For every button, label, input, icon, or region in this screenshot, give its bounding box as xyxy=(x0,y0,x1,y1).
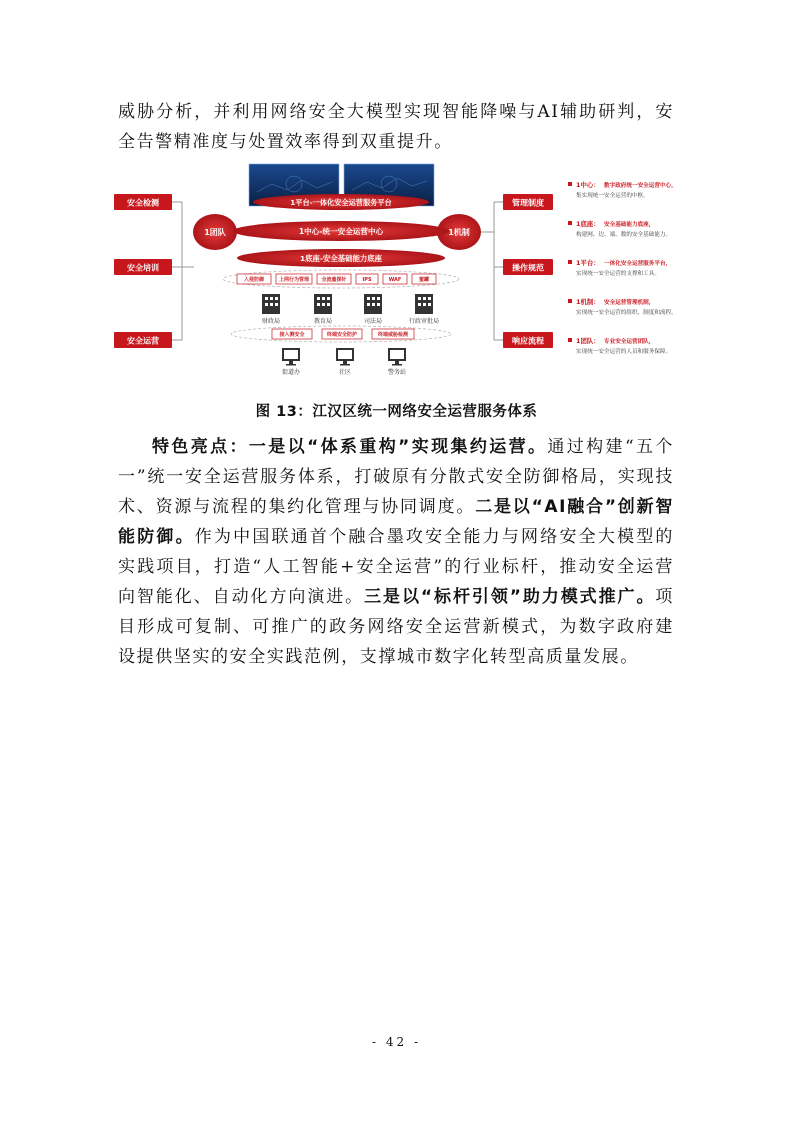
endpoint-row xyxy=(282,348,406,376)
legend-bullet xyxy=(568,338,572,342)
intro-paragraph: 威胁分析，并利用网络安全大模型实现智能降噪与AI辅助研判，安全告警精准度与处置效率得到双重提升。 xyxy=(118,102,674,152)
endpoint-label: 社区 xyxy=(338,369,352,376)
legend-desc: 实现统一安全运营的组织、制度和流程。 xyxy=(576,310,677,316)
legend-key: 数字政府统一安全运营中心， xyxy=(604,183,677,189)
left-item-1: 安全培训 xyxy=(127,263,159,273)
access-row xyxy=(272,329,414,339)
capability-row xyxy=(237,274,436,284)
body-paragraph xyxy=(118,432,674,672)
building-icon xyxy=(364,294,382,314)
access-item: 接入侧安全 xyxy=(279,332,305,338)
legend-key: 安全运营管理机制， xyxy=(604,300,655,306)
layer-foundation-label: 1底座-安全基础能力底座 xyxy=(299,254,383,263)
building-icon xyxy=(415,294,433,314)
capability-item: IPS xyxy=(362,277,372,283)
security-operation-diagram xyxy=(112,162,692,382)
legend-bullet xyxy=(568,299,572,303)
monitor-icon xyxy=(388,348,406,366)
site-row xyxy=(262,294,439,325)
building-icon xyxy=(314,294,332,314)
site-label: 财政局 xyxy=(261,318,281,325)
right-item-1: 操作规范 xyxy=(512,263,544,273)
legend-desc: 构建网、边、端、数的安全基础能力。 xyxy=(576,232,672,238)
legend-bullet xyxy=(568,182,572,186)
highlight-1: 特色亮点：一是以“体系重构”实现集约运营。 xyxy=(152,437,548,457)
left-item-2: 安全运营 xyxy=(127,336,159,346)
legend-head: 1机制： xyxy=(576,298,600,306)
access-item: 终端安全防护 xyxy=(326,332,358,338)
right-item-2: 响应流程 xyxy=(512,336,544,346)
legend-key: 一体化安全运营服务平台， xyxy=(604,261,672,267)
highlight-3-text: 项目形成可复制、可推广的政务网络安全运营新模式，为数字政府建设提供坚实的安全实践范例，支撑城市数字化转型高质量发展。 xyxy=(118,587,674,667)
endpoint-label: 街道办 xyxy=(281,369,301,376)
left-item-0: 安全检测 xyxy=(127,198,159,208)
access-item: 终端威胁检测 xyxy=(377,332,409,338)
layer-center-label: 1中心-统一安全运营中心 xyxy=(298,227,384,236)
capability-item: WAF xyxy=(388,277,402,283)
legend-head: 1中心： xyxy=(576,181,600,189)
right-item-0: 管理制度 xyxy=(512,198,544,208)
legend-key: 安全基础能力底座， xyxy=(604,222,655,228)
legend-bullet xyxy=(568,260,572,264)
building-icon xyxy=(262,294,280,314)
legend-head: 1平台： xyxy=(576,259,600,267)
site-label: 教育局 xyxy=(313,318,333,325)
highlight-2: 二是以“AI融合”创新智能防御。 xyxy=(118,497,675,547)
legend xyxy=(568,180,677,355)
legend-desc: 集实现统一安全运营的中枢。 xyxy=(576,193,649,199)
legend-key: 专业安全运营团队， xyxy=(604,339,655,345)
legend-desc: 实现统一安全运营的支撑和工具。 xyxy=(576,271,660,277)
capability-item: 全流量探针 xyxy=(321,277,347,283)
right-bracket xyxy=(481,202,503,340)
site-label: 行政审批局 xyxy=(408,318,440,325)
left-bracket xyxy=(172,202,194,340)
page-number: - 42 - xyxy=(371,1035,421,1049)
endpoint-label: 警务站 xyxy=(387,369,407,376)
capability-item: 入侵防御 xyxy=(243,277,265,283)
capability-item: 蜜罐 xyxy=(418,277,430,283)
highlight-2-text: 作为中国联通首个融合墨攻安全能力与网络安全大模型的实践项目，打造“人工智能+安全运营”的行业标杆，推动安全运营向智能化、自动化方向演进。 xyxy=(118,527,675,607)
monitor-icon xyxy=(336,348,354,366)
legend-bullet xyxy=(568,221,572,225)
legend-head: 1团队： xyxy=(576,337,600,345)
monitor-icon xyxy=(282,348,300,366)
site-label: 司法局 xyxy=(363,318,383,325)
layer-platform-label: 1平台-一体化安全运营服务平台 xyxy=(290,198,392,207)
legend-desc: 实现统一安全运营的人员和服务保障。 xyxy=(576,349,672,355)
legend-head: 1底座： xyxy=(576,220,600,228)
highlight-3: 三是以“标杆引领”助力模式推广。 xyxy=(364,587,656,607)
figure-caption: 图 13：江汉区统一网络安全运营服务体系 xyxy=(255,404,538,420)
capability-item: 上网行为管理 xyxy=(278,277,310,283)
circle-team-label: 1团队 xyxy=(204,228,226,237)
circle-mechanism-label: 1机制 xyxy=(448,228,470,237)
highlight-1-text: 通过构建“五个一”统一安全运营服务体系，打破原有分散式安全防御格局，实现技术、资源与流程的集约化管理与协同调度。 xyxy=(118,437,674,517)
